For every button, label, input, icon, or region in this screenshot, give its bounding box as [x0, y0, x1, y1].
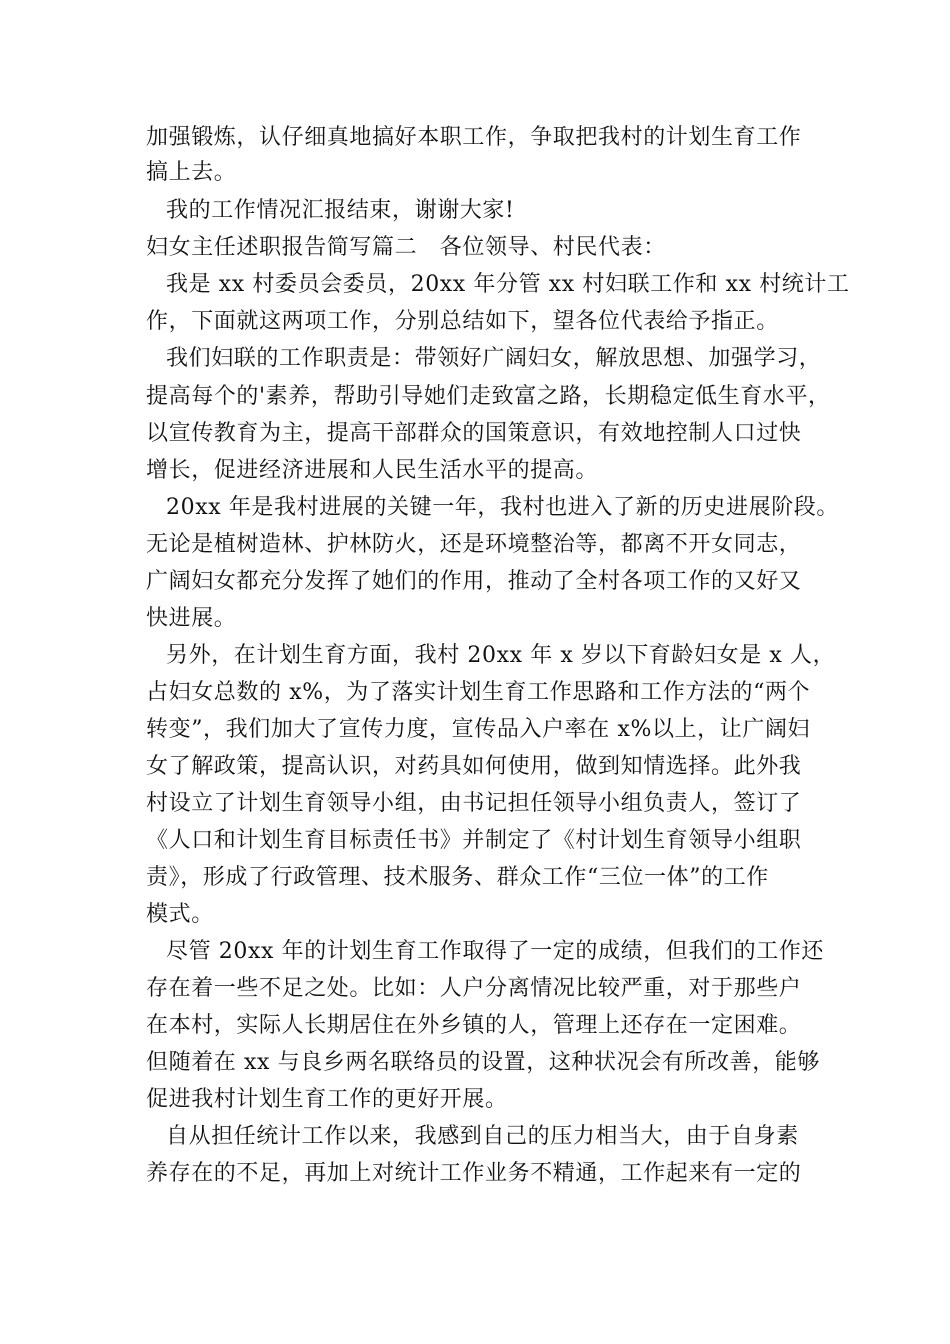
body-text-line: 村设立了计划生育领导小组，由书记担任领导小组负责人，签订了: [146, 791, 802, 816]
body-text-line: 我是 xx 村委员会委员，20xx 年分管 xx 村妇联工作和 xx 村统计工: [166, 272, 850, 297]
body-text-line: 20xx 年是我村进展的关键一年，我村也进入了新的历史进展阶段。: [166, 495, 840, 520]
body-text-line: 增长，促进经济进展和人民生活水平的提高。: [146, 458, 599, 483]
body-text-line: 在本村，实际人长期居住在外乡镇的人，管理上还存在一定困难。: [146, 1013, 802, 1038]
body-text-line: 我们妇联的工作职责是：带领好广阔妇女，解放思想、加强学习，: [166, 346, 822, 371]
body-text-line: 作，下面就这两项工作，分别总结如下，望各位代表给予指正。: [146, 309, 779, 334]
body-text-line: 广阔妇女都充分发挥了她们的作用，推动了全村各项工作的又好又: [146, 569, 802, 594]
body-text-line: 自从担任统计工作以来，我感到自己的压力相当大，由于自身素: [166, 1124, 799, 1149]
body-text-line: 责》，形成了行政管理、技术服务、群众工作“三位一体”的工作: [146, 865, 769, 890]
body-text-line: 我的工作情况汇报结束，谢谢大家!: [166, 198, 515, 223]
body-text-line: 快进展。: [146, 606, 237, 631]
body-text-line: 尽管 20xx 年的计划生育工作取得了一定的成绩，但我们的工作还: [166, 939, 824, 964]
body-text-line: 养存在的不足，再加上对统计工作业务不精通，工作起来有一定的: [146, 1161, 802, 1186]
body-text-line: 存在着一些不足之处。比如：人户分离情况比较严重，对于那些户: [146, 976, 802, 1001]
body-text-line: 女了解政策，提高认识，对药具如何使用，做到知情选择。此外我: [146, 754, 802, 779]
body-text-line: 无论是植树造林、护林防火，还是环境整治等，都离不开女同志，: [146, 532, 802, 557]
body-text-line: 转变”，我们加大了宣传力度，宣传品入户率在 x%以上，让广阔妇: [146, 717, 811, 742]
body-text-line: 占妇女总数的 x%，为了落实计划生育工作思路和工作方法的“两个: [146, 680, 811, 705]
body-text-line: 提高每个的'素养，帮助引导她们走致富之路，长期稳定低生育水平，: [146, 384, 831, 409]
body-text-line: 搞上去。: [146, 160, 237, 185]
body-text-line: 《人口和计划生育目标责任书》并制定了《村计划生育领导小组职: [146, 828, 802, 853]
body-text-line: 以宣传教育为主，提高干部群众的国策意识，有效地控制人口过快: [146, 421, 802, 446]
body-text-line: 另外，在计划生育方面，我村 20xx 年 x 岁以下育龄妇女是 x 人，: [166, 643, 836, 668]
body-text-line: 加强锻炼，认仔细真地搞好本职工作，争取把我村的计划生育工作: [146, 125, 802, 150]
body-text-line: 模式。: [146, 902, 214, 927]
section-heading: 妇女主任述职报告简写篇二 各位领导、村民代表：: [146, 235, 666, 260]
body-text-line: 但随着在 xx 与良乡两名联络员的设置，这种状况会有所改善，能够: [146, 1050, 821, 1075]
body-text-line: 促进我村计划生育工作的更好开展。: [146, 1087, 508, 1112]
